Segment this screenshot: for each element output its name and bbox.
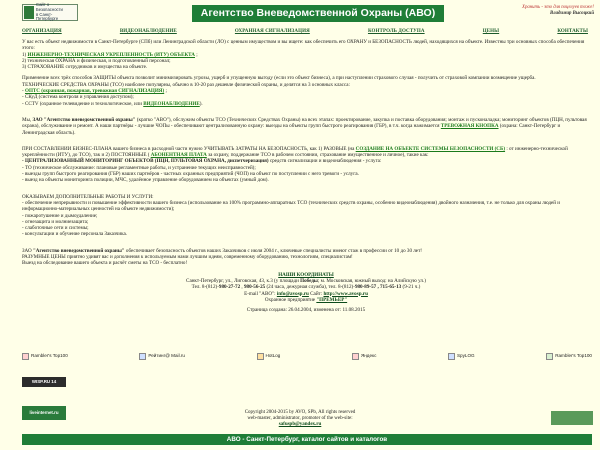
counter-mailru[interactable]: Рейтинг@ Mail.ru (139, 353, 185, 360)
hotlog-icon (257, 353, 264, 360)
logo-mark-icon (24, 6, 34, 19)
nav-item-organization[interactable]: ОРГАНИЗАЦИЯ (22, 29, 62, 34)
partner-banner[interactable] (551, 411, 593, 425)
footer-bar: АВО - Санкт-Петербург, каталог сайтов и каталогов (22, 434, 592, 445)
email-link[interactable]: info@avosp.ru (276, 290, 309, 297)
subscription-fee-link[interactable]: АБОНЕНТНАЯ ПЛАТА (150, 152, 207, 159)
business-plan-paragraph: ПРИ СОСТАВЛЕНИИ БИЗНЕС-ПЛАНА вашего бизнеса в расходной части нужно УЧИТЫВАТЬ ЗАТРАТЫ НА БЕЗОПАСНОСТЬ, как 1) РАЗОВЫЕ (на СОЗДАНИЕ НА ОБЪЕКТЕ СИСТЕМЫ БЕЗОПАСНОСТИ (СБ) : от инженерно-технической укреплённости (ИТУ), до ТСО), так и 2) ПОСТОЯННЫЕ ( АБОНЕНТНАЯ ПЛАТА за охрану, поддержание ТСО в рабочем состоянии, страхование имущественное и личное), такие как: - ЦЕНТРАЛИЗОВАННЫЙ МОНИТОРИНГ ОБЪЕКТОВ (ПЦН, ПУЛЬТОВАЯ ОХРАНА, диспетчеризация) средств сигнализации и видеонаблюдения - услуга: - ТО (техническое обслуживание: плановые регламентные работы, и устранение текущих неисправностей); - выезды групп быстрого реагирования (ГБР) наших партнёров - частных охранных предприятий (ЧОП) на объект по поступлении с него тревоги - услуга. - выезд на объекты мониторинга полиции, МЧС, удалённое управление оборудованием на объектах (умный дом). (22, 145, 568, 184)
counter-hotlog[interactable]: HotLog (257, 353, 281, 360)
counter-rambler[interactable]: Rambler's Top100 (22, 353, 68, 360)
closing-paragraph: ЗАО "Агентство вневедомственной охраны" обеспечивает безопасность объектов наших Заказчиков с июля 2004 г., ключевые специалисты имеют стаж в профессии от 10 до 30 лет! РАЗУМНЫЕ ЦЕНЫ приятно удивят вас и дополнения к используемым нами лучшим идеям, современному оборудованию, технологиям, специалистам! Выезд на обследование вашего объекта и расчёт сметы на ТСО - бесплатно! (22, 247, 422, 267)
nav-item-alarm[interactable]: ОХРАННАЯ СИГНАЛИЗАЦИЯ (234, 29, 310, 34)
wisp-badge[interactable]: WISP.RU 14 (22, 377, 66, 387)
intro-paragraph: У вас есть объект недвижимости в Санкт-Петербурге (СПб) или Ленинградской области (ЛО) с ценным имуществом и вы ищете: как обеспечить его ОХРАНУ и БЕЗОПАСНОСТЬ людей, находящихся на объекте. Известны три основных способа обеспечения этого: 1) ИНЖЕНЕРНО-ТЕХНИЧЕСКАЯ УКРЕПЛЕННОСТЬ (ИТУ) ОБЪЕКТА ; 2) техническая ОХРАНА и физическая, и подготовленный персонал; 3) СТРАХОВАНИЕ сотрудников и имущества на объекте. (22, 39, 585, 71)
logo-text: Сайт о Безопасности в Санкт- Петербурге (36, 2, 63, 22)
mailru-icon (139, 353, 146, 360)
counter-yandex[interactable]: Яндекс (352, 353, 376, 360)
copyright: Copyright 2004-2015 by AVO, SPb, All rights reserved web-master, administrator, promoter of the web-site: safuspb@yandex.ru (244, 410, 356, 427)
main-content (22, 39, 590, 313)
nav-item-video[interactable]: ВИДЕОНАБЛЮДЕНИЕ (119, 29, 177, 34)
main-nav (22, 29, 588, 35)
liveinternet-badge[interactable]: liveinternet.ru (22, 406, 66, 420)
page-title: Агентство Вневедомственной Охраны (АВО) (192, 5, 444, 22)
spylog-icon (448, 353, 455, 360)
tagline-author: Владимир Высоцкий (549, 10, 594, 16)
security-system-link[interactable]: СОЗДАНИЕ НА ОБЪЕКТЕ СИСТЕМЫ БЕЗОПАСНОСТИ (СБ) (355, 145, 506, 152)
video-surveillance-link[interactable]: ВИДЕОНАБЛЮДЕНИЕ (143, 100, 200, 107)
nav-item-prices[interactable]: ЦЕНЫ (482, 29, 500, 34)
webmaster-email-link[interactable]: safuspb@yandex.ru (278, 422, 322, 427)
contacts-block: НАШИ КООРДИНАТЫ Санкт-Петербург, ул., Лиговская, 43, к.3 (у площади Победы; м. Московская, южный выход: на Алийскую ул.) Тел. 8-(812)-980-27-72 , 980-56-25 (24 часа, дежурная служба), тел. 8-(812)-980-89-57 , 715-65-13 (9-21 ч.) E-mail "АВО": info@avosp.ru Сайт: http://www.avosp.ru Охранное предприятие "ПРЕМЬЕР" (186, 271, 426, 303)
itu-link[interactable]: ИНЖЕНЕРНО-ТЕХНИЧЕСКАЯ УКРЕПЛЕННОСТЬ (ИТУ) ОБЪЕКТА (27, 51, 195, 58)
nav-item-access-control[interactable]: КОНТРОЛЬ ДОСТУПА (367, 29, 425, 34)
site-logo[interactable] (22, 4, 78, 21)
opts-link[interactable]: ОПТС (охранная, пожарная, тревожная СИГНАЛИЗАЦИЯ) (24, 88, 165, 95)
rambler-icon (22, 353, 29, 360)
rambler-top100-icon (546, 353, 553, 360)
nav-item-contacts[interactable]: КОНТАКТЫ (557, 29, 588, 34)
protection-paragraph: Применение всех трёх способов ЗАЩИТЫ объекта позволит минимизировать угрозы, ущерб и упущенную выгоду (если это объект бизнеса), а при наступлении страхового случая - получить от страховой компании возмещение ущерба. ТЕХНИЧЕСКИЕ СРЕДСТВА ОХРАНЫ (ТСО) наиболее популярны, обычно в 10-20 раз дешевле физической охраны, и делятся на 3 основных класса: - ОПТС (охранная, пожарная, тревожная СИГНАЛИЗАЦИЯ) ; - СКуД (система контроля и управления доступом); - ССТV (охранное телевидение и технологическое, или ВИДЕОНАБЛЮДЕНИЕ). (22, 75, 536, 107)
yandex-icon (352, 353, 359, 360)
panic-button-link[interactable]: ТРЕВОЖНАЯ КНОПКА (440, 123, 499, 130)
company-paragraph: Мы, ЗАО "Агентство вневедомственной охраны" (кратко "АВО"), обслужим объекты ТСО (Технических Средствах Охраны) на всех этапах: проектирование, закупка и поставка оборудования; монтаж и пусконаладка; мониторинг объектов (ПЦН, пультовая охрана), обслуживание и ремонт. А наши партнёры - лучшие ЧОПы - обеспечивают централизованную охрану: выезды на объекты групп быстрого реагирования (ГБР), в т.ч. когда нажимается ТРЕВОЖНАЯ КНОПКА (охрана: Санкт-Петербург и Ленинградская область). (22, 116, 587, 136)
contacts-heading[interactable]: НАШИ КООРДИНАТЫ (278, 271, 334, 278)
tagline: Хранить - это для поцелуев тоже! Владимир Высоцкий (500, 5, 594, 16)
additional-services: ОКАЗЫВАЕМ ДОПОЛНИТЕЛЬНЫЕ РАБОТЫ И УСЛУГИ: - обеспечение непрерывности и повышение эффективности вашего бизнеса (использование на 100% программно-аппаратных ТСО (технических средств охраны, особенно видеонаблюдения) двойного назначения, т.е. не только для охраны людей и информационно-материальных ценностей на объекте недвижимости); - пожаротушение и дымоудаление; - огнезащита и молниезащита; - слаботочные сети и системы; - консультации и обучение персонала Заказчика. (22, 193, 560, 238)
site-link[interactable]: http://www.avosp.ru (323, 290, 368, 297)
counter-rambler-top100[interactable]: Rambler's Top100 (546, 353, 592, 360)
page-dates: Страница создана: 26.04.2004, изменена от: 11.08.2015 (246, 307, 366, 314)
counter-spylog[interactable]: SpyLOG (448, 353, 475, 360)
partner-link[interactable]: "ПРЕМЬЕР" (316, 296, 348, 303)
counters-row (22, 353, 592, 360)
